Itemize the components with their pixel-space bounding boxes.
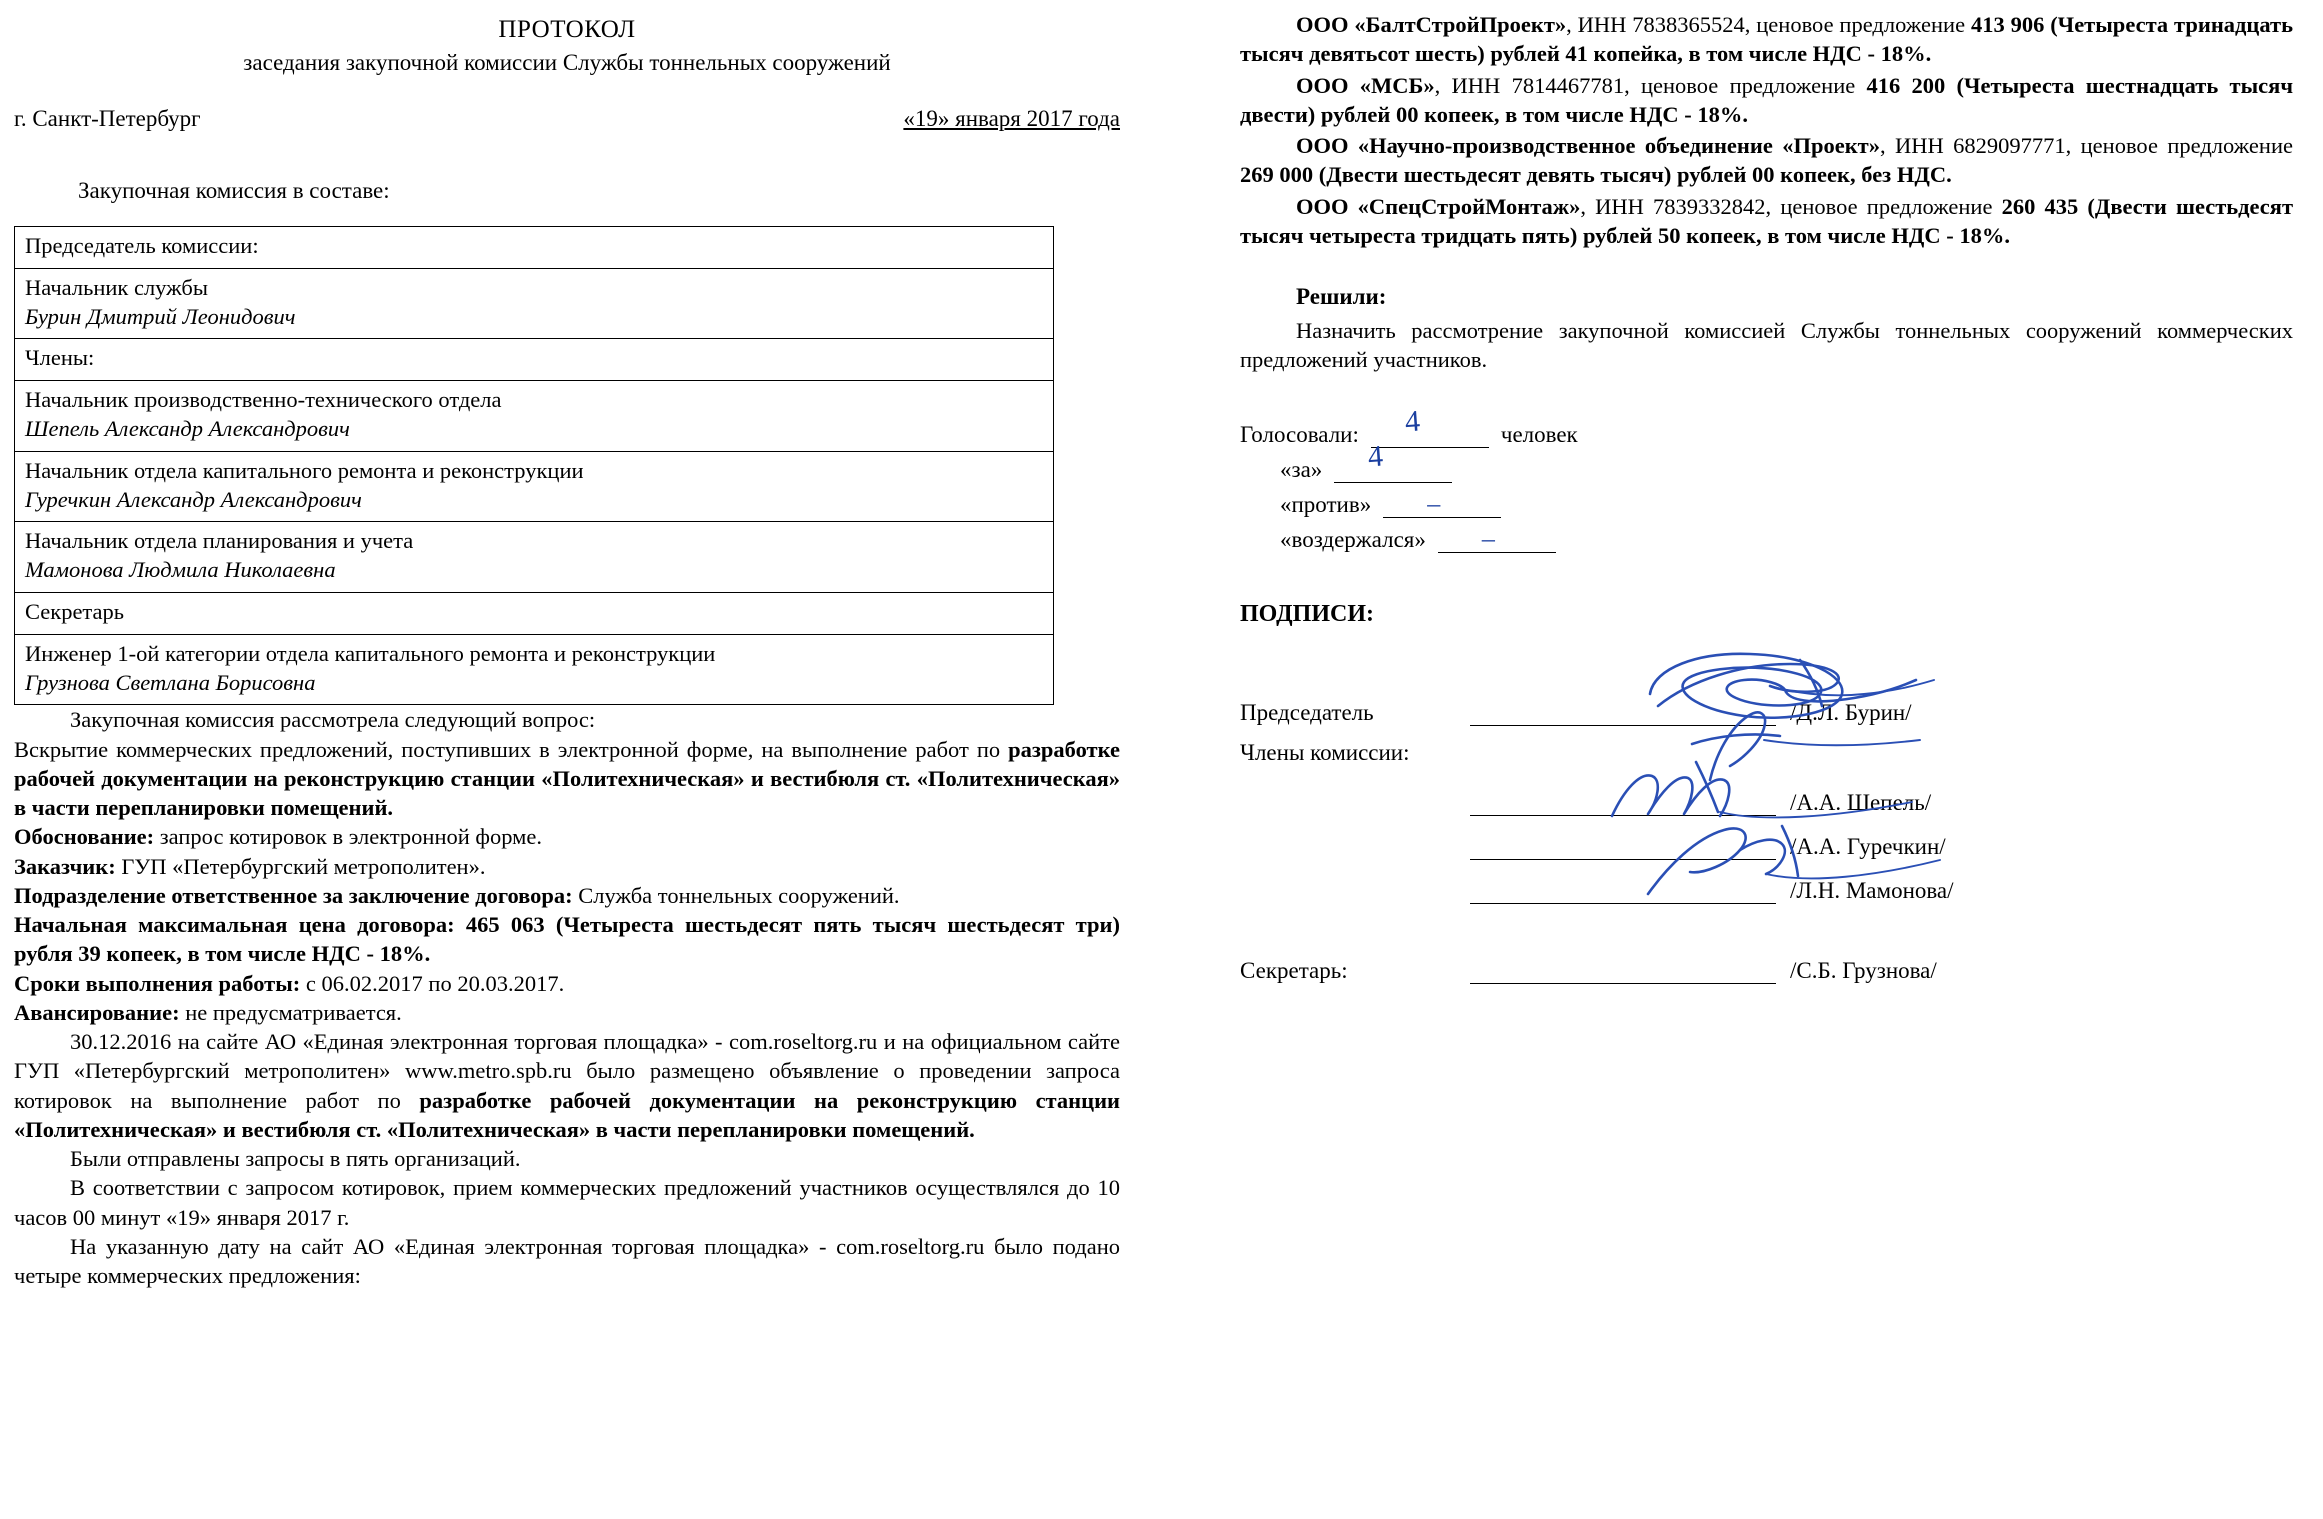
podrazdelenie-value: Служба тоннельных сооружений. <box>572 882 900 908</box>
sroki-line <box>14 969 1120 998</box>
zakazchik-line <box>14 852 1120 881</box>
table-row <box>15 634 1054 705</box>
offer-item <box>1240 10 2293 69</box>
opening-bold: разработке рабочей документации на реконструкцию станции «Политехническая» и вестибюля ст. «Политехническая» в части перепланировки помещений. <box>14 736 1120 821</box>
voting-for-row <box>1280 439 2293 483</box>
voting-people-row <box>1240 404 2293 448</box>
osnovanie-label: Обоснование: <box>14 824 155 850</box>
commission-name: Грузнова Светлана Борисовна <box>25 669 316 695</box>
offer-amount: 413 906 (Четыреста тринадцать тысяч девятьсот шесть) рублей 41 копейка, в том числе НДС - 18%. <box>1240 12 2293 67</box>
table-row <box>15 268 1054 339</box>
submitted-paragraph: На указанную дату на сайт АО «Единая электронная торговая площадка» - com.roseltorg.ru было подано четыре коммерческих предложения: <box>14 1233 1120 1289</box>
voting-abstained-label: «воздержался» <box>1280 526 1426 552</box>
chairman-signature-line <box>1470 691 1776 726</box>
commission-name: Мамонова Людмила Николаевна <box>25 557 336 583</box>
offer-company: ООО «Научно-производственное объединение «Проект» <box>1296 133 1880 158</box>
commission-position: Начальник службы <box>25 274 208 300</box>
commission-role: Члены: <box>15 339 1054 381</box>
offer-mid: , ИНН 7839332842, ценовое предложение <box>1580 193 2002 219</box>
table-row <box>15 381 1054 452</box>
table-row <box>15 451 1054 522</box>
voting-people-value: 4 <box>1403 404 1421 438</box>
podrazdelenie-label: Подразделение ответственное за заключение договора: <box>14 882 573 908</box>
right-column <box>1240 0 2323 984</box>
voting-people-unit: человек <box>1500 421 1578 447</box>
signature-row-member-1 <box>1240 772 2293 816</box>
nmc-value: 465 063 (Четыреста шестьдесят пять тысяч шестьдесят три) рубля 39 копеек, в том числе НДС - 18%. <box>14 912 1120 967</box>
commission-name: Шепель Александр Александрович <box>25 415 350 441</box>
signatures-heading: ПОДПИСИ: <box>1240 600 1374 627</box>
voting-against-line <box>1383 488 1501 518</box>
member-3-name: /Л.Н. Мамонова/ <box>1790 877 1954 903</box>
table-row <box>15 339 1054 381</box>
signature-row-secretary <box>1240 922 2293 984</box>
offer-company: ООО «СпецСтройМонтаж» <box>1296 193 1581 219</box>
commission-table <box>14 226 1054 705</box>
voting-abstained-value: – <box>1481 523 1495 553</box>
requests-line: Были отправлены запросы в пять организаций. <box>70 1146 521 1172</box>
table-row <box>15 227 1054 269</box>
opening-paragraph <box>14 735 1120 823</box>
members-label: Члены комиссии: <box>1240 739 1410 765</box>
sroki-value: с 06.02.2017 по 20.03.2017. <box>300 970 565 996</box>
voting-for-label: «за» <box>1280 456 1323 482</box>
avans-line <box>14 998 1120 1027</box>
member-1-signature-line <box>1470 781 1776 816</box>
osnovanie-value: запрос котировок в электронной форме. <box>154 824 543 850</box>
opening-text: Вскрытие коммерческих предложений, поступивших в электронной форме, на выполнение работ по <box>14 736 1009 762</box>
decision-text: Назначить рассмотрение закупочной комиссией Службы тоннельных сооружений коммерческих предложений участников. <box>1240 318 2293 373</box>
nmc-label: Начальная максимальная цена договора: <box>14 912 455 938</box>
zakazchik-label: Заказчик: <box>14 853 116 879</box>
offer-mid: , ИНН 6829097771, ценовое предложение <box>1879 133 2293 158</box>
chairman-name: /Д.Л. Бурин/ <box>1790 699 1912 725</box>
offer-item <box>1240 71 2293 130</box>
secretary-name: /С.Б. Грузнова/ <box>1790 957 1937 983</box>
secretary-signature-line <box>1470 949 1776 984</box>
acceptance-paragraph: В соответствии с запросом котировок, прием коммерческих предложений участников осуществлялся до 10 часов 00 минут «19» января 2017 г. <box>14 1175 1120 1230</box>
offer-item <box>1240 192 2293 251</box>
sroki-label: Сроки выполнения работы: <box>14 970 301 996</box>
offer-amount: 269 000 (Двести шестьдесят девять тысяч) рублей 00 копеек, без НДС. <box>1240 162 1952 188</box>
commission-lead: Закупочная комиссия в составе: <box>78 178 390 203</box>
page-subtitle: заседания закупочной комиссии Службы тоннельных сооружений <box>243 50 891 75</box>
member-2-signature-line <box>1470 825 1776 860</box>
offer-item <box>1240 131 2293 190</box>
signature-row-member-2 <box>1240 816 2293 860</box>
offer-amount: 260 435 (Двести шестьдесят тысяч четыреста тридцать пять) рублей 50 копеек, в том числе НДС - 18%. <box>1240 193 2294 248</box>
commission-role: Председатель комиссии: <box>15 227 1054 269</box>
left-column <box>0 0 1160 1290</box>
commission-position: Начальник отдела капитального ремонта и реконструкции <box>25 457 584 483</box>
table-row <box>15 522 1054 593</box>
voting-for-value: 4 <box>1367 439 1385 473</box>
chairman-label: Председатель <box>1240 699 1374 725</box>
commission-position: Начальник производственно-технического отдела <box>25 387 502 413</box>
signature-row-member-3 <box>1240 860 2293 904</box>
commission-position: Начальник отдела планирования и учета <box>25 528 414 554</box>
publication-bold: разработке рабочей документации на реконструкцию станции «Политехническая» и вестибюля ст. «Политехническая» в части перепланировки помещений. <box>14 1087 1120 1142</box>
commission-name: Гуречкин Александр Александрович <box>25 486 362 512</box>
voting-against-row <box>1280 488 2293 518</box>
meta-row <box>14 106 1120 132</box>
member-2-name: /А.А. Гуречкин/ <box>1790 833 1946 859</box>
member-3-signature-line <box>1470 869 1776 904</box>
member-1-name: /А.А. Шепель/ <box>1790 789 1932 815</box>
voting-for-line <box>1334 439 1452 483</box>
osnovanie-line <box>14 822 1120 851</box>
voting-label: Голосовали: <box>1240 421 1359 447</box>
voting-abstained-row <box>1280 523 2293 553</box>
voting-against-label: «против» <box>1280 491 1372 517</box>
offer-amount: 416 200 (Четыреста шестнадцать тысяч двести) рублей 00 копеек, в том числе НДС - 18%. <box>1240 72 2294 127</box>
commission-role: Секретарь <box>15 592 1054 634</box>
decision-heading: Решили: <box>1296 284 1387 309</box>
secretary-label: Секретарь: <box>1240 957 1348 983</box>
voting-block <box>1240 404 2293 553</box>
offer-company: ООО «МСБ» <box>1296 72 1435 98</box>
zakazchik-value: ГУП «Петербургский метрополитен». <box>115 853 486 879</box>
voting-against-value: – <box>1427 488 1441 518</box>
offer-mid: , ИНН 7838365524, ценовое предложение <box>1566 12 1971 37</box>
podrazdelenie-line <box>14 881 1120 910</box>
page-title: ПРОТОКОЛ <box>498 16 636 43</box>
voting-abstained-line <box>1438 523 1556 553</box>
offer-company: ООО «БалтСтройПроект» <box>1296 12 1567 37</box>
voting-people-line <box>1371 404 1489 448</box>
publication-text: 30.12.2016 на сайте АО «Единая электронная торговая площадка» - com.roseltorg.ru и на официальном сайте ГУП «Петербургский метрополитен» www.metro.spb.ru было размещено объявление о проведении запроса котировок на выполнение работ по <box>14 1029 1120 1113</box>
city-label: г. Санкт-Петербург <box>14 106 201 131</box>
signature-row-chairman <box>1240 664 2293 726</box>
nmc-line <box>14 910 1120 969</box>
avans-label: Авансирование: <box>14 999 180 1025</box>
publication-paragraph <box>14 1027 1120 1144</box>
considered-line: Закупочная комиссия рассмотрела следующий вопрос: <box>70 707 596 733</box>
commission-position: Инженер 1-ой категории отдела капитального ремонта и реконструкции <box>25 640 716 666</box>
commission-name: Бурин Дмитрий Леонидович <box>25 303 296 329</box>
avans-value: не предусматривается. <box>179 999 402 1025</box>
offer-mid: , ИНН 7814467781, ценовое предложение <box>1434 72 1867 98</box>
signatures-block <box>1240 664 2293 984</box>
document-date: «19» января 2017 года <box>903 106 1120 131</box>
table-row <box>15 592 1054 634</box>
